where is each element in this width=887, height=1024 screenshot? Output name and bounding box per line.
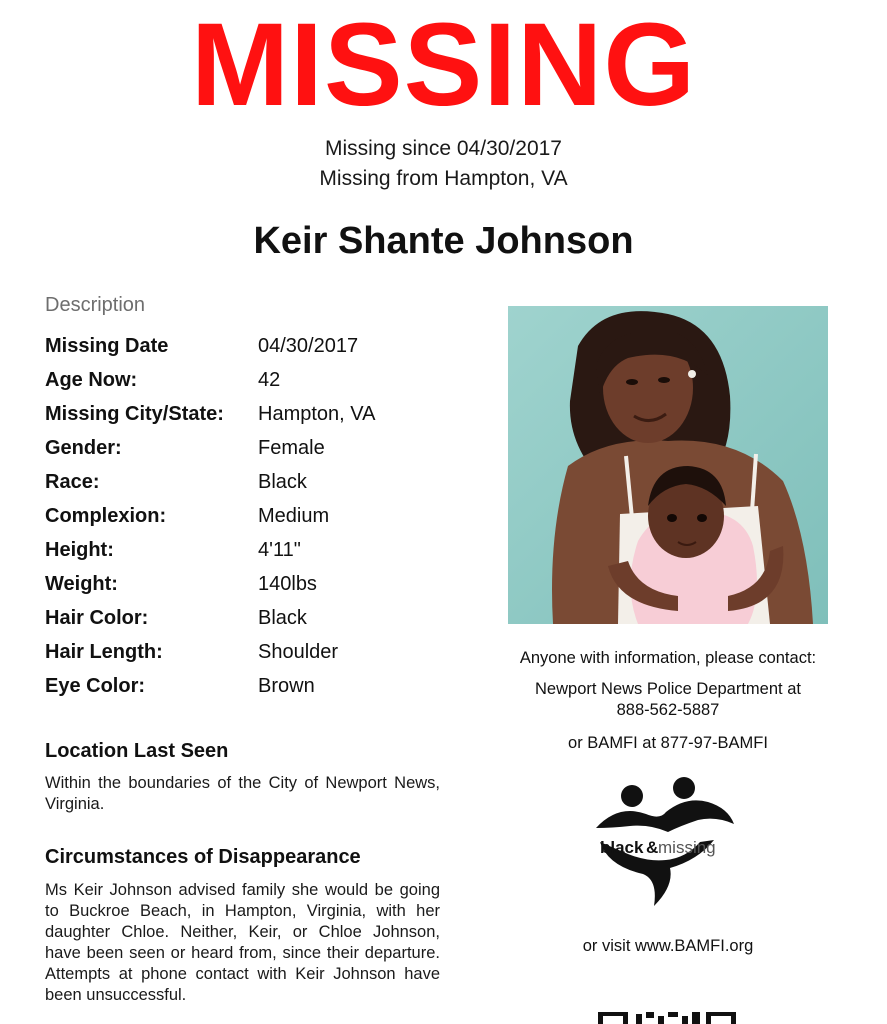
description-title: Description [45, 294, 146, 316]
detail-value: Black [258, 471, 307, 493]
detail-label: Missing Date [45, 335, 169, 357]
logo-text-black: black [600, 838, 644, 857]
missing-from: Missing from Hampton, VA [319, 167, 568, 190]
detail-row [45, 605, 465, 639]
detail-value: Female [258, 437, 325, 459]
detail-label: Complexion: [45, 505, 167, 527]
contact-website: or visit www.BAMFI.org [582, 937, 754, 955]
logo-text-missing: missing [658, 838, 716, 857]
detail-label: Missing City/State: [45, 403, 224, 425]
missing-since: Missing since 04/30/2017 [325, 137, 562, 160]
detail-row [45, 469, 465, 503]
heart-people-logo-icon [588, 776, 738, 908]
detail-value: 140lbs [258, 573, 317, 595]
detail-label: Hair Length: [45, 641, 163, 663]
detail-value: 04/30/2017 [258, 335, 359, 357]
contact-department: Newport News Police Department at [535, 680, 801, 698]
detail-value: Black [258, 607, 307, 629]
detail-label: Weight: [45, 573, 118, 595]
detail-label: Age Now: [45, 369, 138, 391]
detail-label: Hair Color: [45, 607, 149, 629]
person-name: Keir Shante Johnson [253, 220, 634, 262]
qr-code [596, 1010, 746, 1024]
detail-label: Eye Color: [45, 675, 146, 697]
detail-label: Height: [45, 539, 114, 561]
black-and-missing-logo [588, 776, 738, 908]
contact-bamfi: or BAMFI at 877-97-BAMFI [568, 734, 768, 752]
detail-row [45, 639, 465, 673]
detail-value: Brown [258, 675, 315, 697]
detail-row [45, 673, 465, 707]
detail-row [45, 435, 465, 469]
contact-phone: 888-562-5887 [616, 701, 720, 719]
detail-value: Hampton, VA [258, 403, 376, 425]
detail-row [45, 367, 465, 401]
detail-label: Gender: [45, 437, 122, 459]
circumstances-heading: Circumstances of Disappearance [45, 846, 361, 868]
detail-value: Shoulder [258, 641, 339, 663]
detail-row [45, 503, 465, 537]
circumstances-text: Ms Keir Johnson advised family she would be going to Buckroe Beach, in Hampton, Virginia, with her daughter Chloe. Neither, Keir, or Chloe Johnson, have been seen or heard from, since their departure. Attempts at phone contact with Keir Johnson have been unsuccessful. [45, 881, 440, 1004]
detail-row [45, 333, 465, 367]
detail-row [45, 401, 465, 435]
contact-intro: Anyone with information, please contact: [519, 649, 817, 667]
details-list [45, 333, 465, 707]
detail-row [45, 571, 465, 605]
headline: MISSING [190, 0, 697, 131]
logo-text-amp: & [646, 838, 659, 857]
detail-value: 4'11" [258, 539, 301, 561]
detail-row [45, 537, 465, 571]
detail-value: Medium [258, 505, 330, 527]
location-text: Within the boundaries of the City of Newport News, Virginia. [45, 774, 440, 813]
location-heading: Location Last Seen [45, 740, 229, 762]
detail-label: Race: [45, 471, 100, 493]
detail-value: 42 [258, 369, 281, 391]
missing-person-photo [508, 306, 828, 624]
